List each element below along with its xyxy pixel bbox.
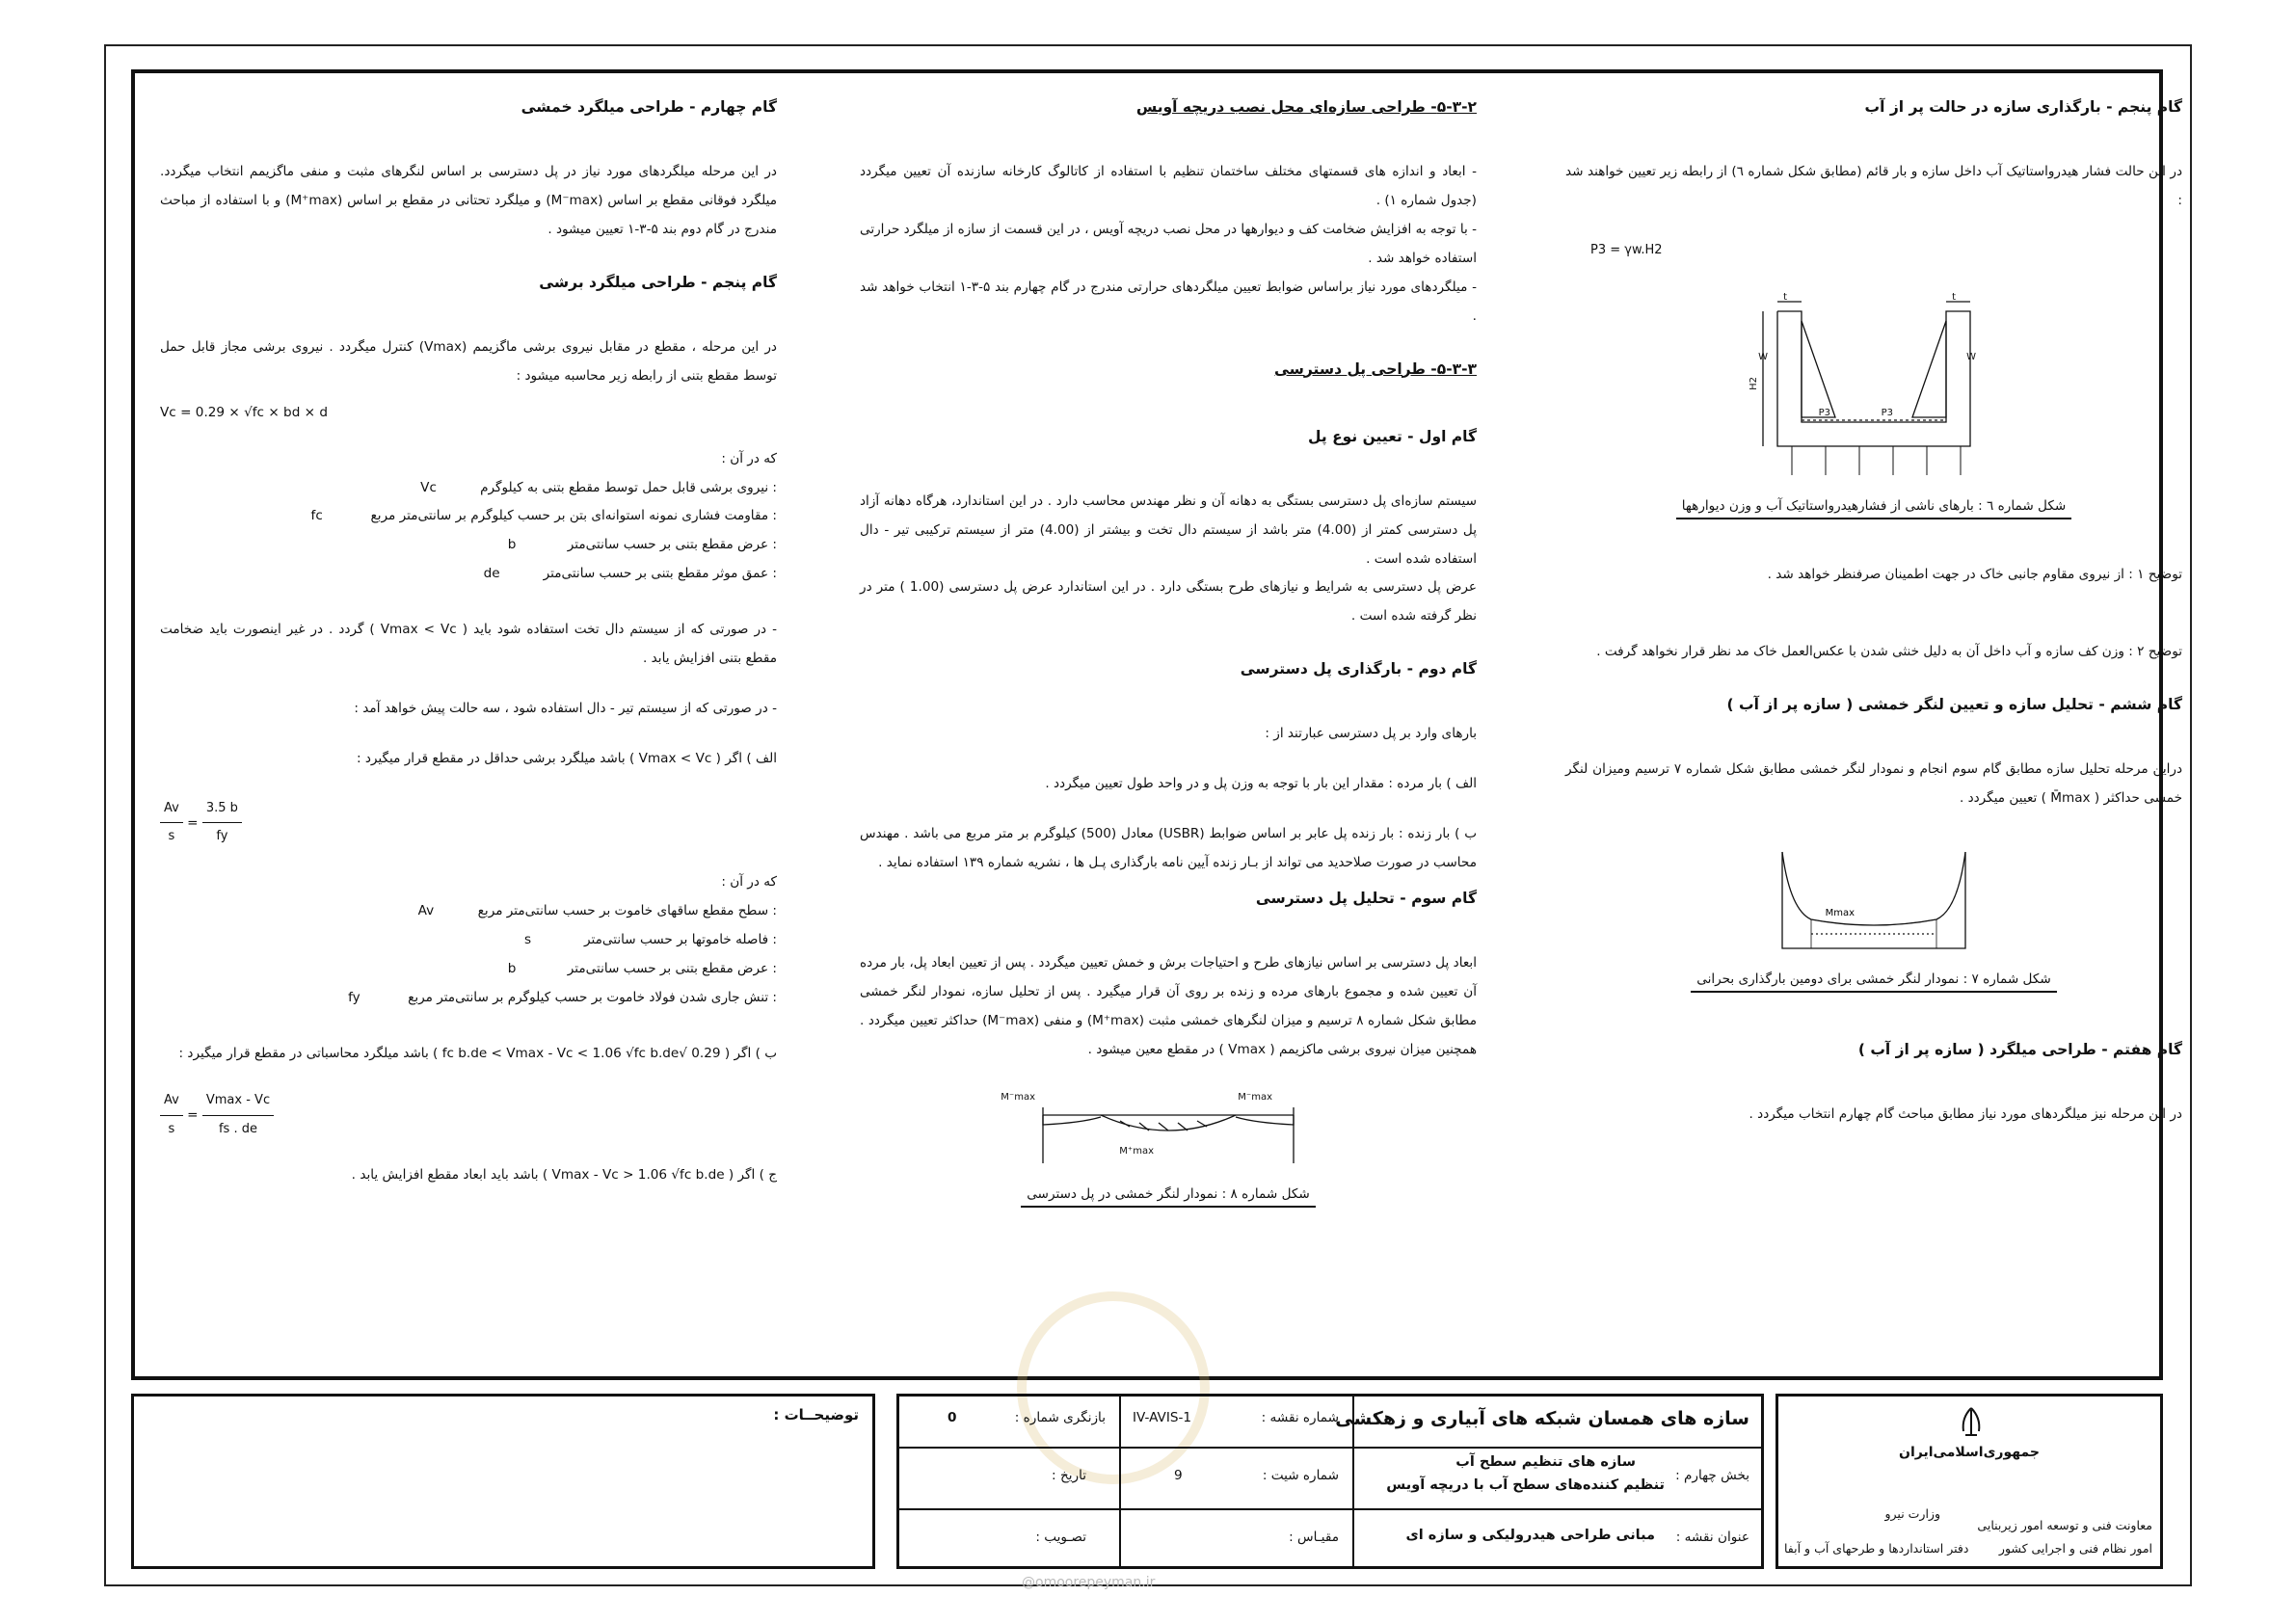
deputy-label: معاونت فنی و توسعه امور زیربنایی (1977, 1518, 2152, 1532)
definition-symbol: Av (417, 902, 435, 918)
mid-heading-533: ۵-۳-۳- طراحی پل دسترسی (1273, 359, 1477, 378)
part-line-2: تنظیم کننده‌های سطح آب با دریچه آویس (1386, 1477, 1665, 1493)
drawing-title-label: عنوان نقشه : (1675, 1530, 1749, 1545)
right-heading-step7: گام هفتم - طراحی میلگرد ( سازه پر از آب ) (1857, 1041, 2182, 1059)
revision-number: 0 (948, 1410, 957, 1425)
figure-7-drawing (1773, 842, 1975, 958)
left-heading-step5: گام پنجم - طراحی میلگرد برشی (539, 273, 777, 291)
office-label: دفتر استانداردها و طرحهای آب و آبفا (1784, 1541, 1969, 1556)
fig6-h2-label: H2 (1749, 376, 1759, 390)
left-column (160, 91, 777, 1190)
fig6-t-right: t (1952, 291, 1956, 303)
middle-column (860, 91, 1477, 1210)
right-heading-step5: گام پنجم - بارگذاری سازه در حالت پر از آب (1864, 98, 2182, 116)
notes-box (131, 1394, 875, 1569)
left-paragraph-3: - در صورتی که از سیستم دال تخت استفاده شود باید ( Vmax < Vc ) گردد . در غیر اینصورت باید ضخامت مقطع بتنی افزایش یابد . (160, 622, 777, 667)
p3-formula: P3 = γw.H2 (1590, 242, 1663, 257)
definition-text: : عمق موثر مقطع بتنی بر حسب سانتی‌متر (543, 566, 777, 582)
definition-text: : عرض مقطع بتنی بر حسب سانتی‌متر (567, 537, 777, 553)
republic-label: جمهوری‌اسلامی‌ایران (1899, 1445, 2040, 1460)
definition-symbol: de (483, 566, 500, 582)
vc-formula: Vc = 0.29 × √fc × bd × d (160, 404, 328, 420)
figure-7-caption: شکل شماره ۷ : نمودار لنگر خمشی برای دومین بارگذاری بحرانی (1565, 966, 2182, 995)
ministry-label: وزارت نیرو (1884, 1506, 1940, 1521)
left-paragraph-5: الف ) اگر ( Vmax < Vc ) باشد میلگرد برشی حداقل در مقطع قرار میگیرد : (356, 750, 777, 766)
definition-symbol: b (507, 960, 517, 976)
left-paragraph-1: در این مرحله میلگردهای مورد نیاز در پل دسترسی بر اساس لنگرهای مثبت و منفی ماگزیمم انتخاب میگردد. میلگرد فوقانی مقطع بر اساس (M⁻max) و میلگرد تحتانی در مقطع بر اساس (M⁺max) و با استفاده از مباحث مندرج در گام دوم بند ۵-۳-۱ تعیین میشود . (160, 164, 778, 237)
left-heading-step4: گام چهارم - طراحی میلگرد خمشی (521, 98, 777, 116)
definition-symbol: Vc (420, 479, 437, 495)
fig6-p3-right: P3 (1881, 407, 1893, 418)
fig6-t-left: t (1783, 291, 1787, 303)
definition-item (160, 474, 777, 503)
mid-paragraph-6: ابعاد پل دسترسی بر اساس نیازهای طرح و احتیاجات برش و خمش تعیین میگردد . پس از تعیین ابعاد پل، بار مرده آن تعیین شده و مجموع بارهای مرده و زنده بر روی آن قرار میگیرد . پس از تحلیل سازه، نمودار لنگر خمشی مطابق شکل شماره ۸ ترسیم و میزان لنگرهای خمشی مثبت (M⁺max) و منفی (M⁻max) حداکثر تعیین میگردد . همچنین میزان نیروی برشی ماکزیمم ( Vmax ) در مقطع معین میشود . (860, 955, 1477, 1057)
mid-bullet-1: - ابعاد و اندازه های قسمتهای مختلف ساختمان تنظیم با استفاده از کاتالوگ کارخانه سازنده آن تعیین میگردد (جدول شماره ۱) . (860, 164, 1477, 208)
watermark-text: @omoorepeyman.ir (1022, 1575, 1156, 1590)
definition-text: : تنش جاری شدن فولاد خاموت بر حسب کیلوگرم بر سانتی‌متر مربع (408, 989, 777, 1005)
mid-heading-step3: گام سوم - تحلیل پل دسترسی (1255, 889, 1477, 907)
organization-block (1775, 1394, 2163, 1569)
right-heading-step6: گام ششم - تحلیل سازه و تعیین لنگر خمشی ( سازه پر از آب ) (1726, 696, 2182, 714)
emblem-icon (1942, 1404, 2000, 1443)
sheet-number: 9 (1174, 1468, 1183, 1483)
right-paragraph-3: در این مرحله نیز میلگردهای مورد نیاز مطابق مباحث گام چهارم انتخاب میگردد . (1749, 1106, 2182, 1123)
note-2: توضیح ۲ : وزن کف سازه و آب داخل آن به دلیل خنثی شدن با عکس‌العمل خاک مد نظر قرار نخواهد گرفت . (1596, 644, 2182, 660)
fig8-neg-right: M⁻max (1238, 1091, 1272, 1103)
definition-item (160, 560, 777, 589)
definition-text: : عرض مقطع بتنی بر حسب سانتی‌متر (567, 960, 777, 976)
scale-label: مقیـاس : (1289, 1530, 1339, 1545)
right-column (1565, 91, 2182, 1151)
main-title: سازه های همسان شبکه های آبیاری و زهکشی (1335, 1408, 1749, 1429)
fig8-neg-left: M⁻max (1001, 1091, 1035, 1103)
definition-symbol: fy (348, 989, 360, 1005)
right-paragraph-2: دراین مرحله تحلیل سازه مطابق گام سوم انجام و نمودار لنگر خمشی مطابق شکل شماره ۷ ترسیم ومیزان لنگر خمشی حداکثر ( M̄max ) تعیین میگردد . (1565, 761, 2183, 807)
note-1: توضیح ۱ : از نیروی مقاوم جانبی خاک در جهت اطمینان صرفنظر خواهد شد . (1767, 567, 2182, 583)
drawing-no: IV-AVIS-1 (1133, 1410, 1192, 1425)
mid-paragraph-3: بارهای وارد بر پل دسترسی عبارتند از : (1265, 726, 1477, 742)
fig6-w-right: W (1966, 351, 1976, 362)
mid-heading-step2: گام دوم - بارگذاری پل دسترسی (1240, 660, 1477, 678)
figure-8-caption: شکل شماره ۸ : نمودار لنگر خمشی در پل دسترسی (860, 1181, 1477, 1210)
part-line-1: سازه های تنظیم سطح آب (1455, 1454, 1636, 1470)
definitions-list-2 (160, 897, 777, 1013)
av-calc-formula: $\frac{Av}{s}$ = $\frac{Vmax - Vc}{fs . de}$ (160, 1087, 777, 1143)
affairs-label: امور نظام فنی و اجرایی کشور (1998, 1541, 2152, 1556)
definitions-list-1 (160, 474, 777, 590)
mid-paragraph-5: ب ) بار زنده : بار زنده پل عابر بر اساس ضوابط (USBR) معادل (500) کیلوگرم بر متر مربع می باشد . مهندس محاسب در صورت صلاحدید می تواند از بـار زنده آیین نامه بارگذاری پـل ها ، نشریه شماره ۱۳۹ استفاده نماید . (860, 826, 1477, 871)
fig6-w-left: W (1758, 351, 1768, 362)
mid-paragraph-4: الف ) بار مرده : مقدار این بار با توجه به وزن پل و در واحد طول تعیین میگردد . (1045, 776, 1477, 792)
left-paragraph-2: در این مرحله ، مقطع در مقابل نیروی برشی ماگزیمم (Vmax) کنترل میگردد . نیروی برشی مجاز قابل حمل توسط مقطع بتنی از رابطه زیر محاسبه میشود : (160, 338, 777, 384)
mid-paragraph-1: سیستم سازه‌ای پل دسترسی بستگی به دهانه آن و نظر مهندس محاسب دارد . در این استاندارد، هرگاه دهانه آزاد پل دسترسی کمتر از (4.00) متر باشد از سیستم دال تخت و بیشتر از (4.00) متر از سیستم ترکیبی تیر - دال استفاده شده است . (860, 492, 1477, 567)
approval-label: تصـویب : (1035, 1530, 1086, 1545)
left-paragraph-7: ج ) اگر ( Vmax - Vc > 1.06 √fc b.de ) باشد باید ابعاد مقطع افزایش یابد . (351, 1166, 777, 1183)
left-paragraph-6: ب ) اگر ( 0.29 √fc b.de < Vmax - Vc < 1.06 √fc b.de ) باشد میلگرد محاسباتی در مقطع قرار میگیرد : (178, 1045, 777, 1061)
definition-item (160, 984, 777, 1013)
revision-label: بازنگری شماره : (1014, 1410, 1106, 1425)
where-label-2: که در آن : (721, 873, 777, 890)
definition-symbol: fc (310, 508, 323, 524)
definition-symbol: b (507, 537, 517, 553)
where-label-1: که در آن : (721, 450, 777, 466)
left-paragraph-4: - در صورتی که از سیستم تیر - دال استفاده شود ، سه حالت پیش خواهد آمد : (354, 700, 777, 716)
figure-8 (860, 1086, 1477, 1173)
mid-heading-step1: گام اول - تعیین نوع پل (1308, 427, 1477, 445)
av-min-formula: $\frac{Av}{s}$ = $\frac{3.5 b}{fy}$ (160, 795, 777, 851)
fig8-pos-label: M⁺max (1119, 1145, 1154, 1157)
definition-item (160, 531, 777, 560)
definition-item (160, 502, 777, 531)
definition-text: : سطح مقطع ساقهای خاموت بر حسب سانتی‌متر مربع (477, 902, 777, 918)
part-label: بخش چهارم : (1675, 1468, 1749, 1483)
figure-8-drawing (1001, 1086, 1313, 1173)
fig6-p3-left: P3 (1818, 407, 1830, 418)
figure-6 (1565, 292, 2182, 485)
right-paragraph-1: در این حالت فشار هیدرواستاتیک آب داخل سازه و بار قائم (مطابق شکل شماره ٦) از رابطه زیر تعیین خواهند شد : (1565, 164, 2183, 208)
notes-label: توضیحــات : (773, 1406, 859, 1423)
date-label: تاریخ : (1052, 1468, 1086, 1483)
figure-7 (1565, 842, 2182, 958)
definition-item (160, 955, 777, 984)
fig7-mmax-label: Mmax (1825, 908, 1855, 919)
definition-text: : فاصله خاموتها بر حسب سانتی‌متر (584, 931, 777, 947)
mid-bullet-2: - با توجه به افزایش ضخامت کف و دیوارهها در محل نصب دریچه آویس ، در این قسمت از سازه از میلگرد حرارتی استفاده خواهد شد . (860, 221, 1477, 266)
definition-item (160, 897, 777, 926)
title-block-main (896, 1394, 1764, 1569)
figure-6-caption: شکل شماره ٦ : بارهای ناشی از فشارهیدرواستاتیک آب و وزن دیوارهها (1565, 492, 2182, 521)
definition-item (160, 926, 777, 955)
drawing-title: مبانی طراحی هیدرولیکی و سازه ای (1405, 1528, 1655, 1543)
mid-heading-532: ۵-۳-۲- طراحی سازه‌ای محل نصب دریچه آویس (1135, 98, 1477, 116)
figure-6-drawing (1749, 292, 1999, 485)
definition-text: : نیروی برشی قابل حمل توسط مقطع بتنی به کیلوگرم (480, 479, 777, 495)
definition-symbol: s (524, 931, 532, 947)
sheet-label: شماره شیت : (1262, 1468, 1339, 1483)
mid-paragraph-2: عرض پل دسترسی به شرایط و نیازهای طرح بستگی دارد . در این استاندارد عرض پل دسترسی (1.00 ) متر در نظر گرفته شده است . (860, 579, 1477, 625)
definition-text: : مقاومت فشاری نمونه استوانه‌ای بتن بر حسب کیلوگرم بر سانتی‌متر مربع (370, 508, 777, 524)
mid-bullet-3: - میلگردهای مورد نیاز براساس ضوابط تعیین میلگردهای حرارتی مندرج در گام چهارم بند ۵-۳-۱ انتخاب خواهد شد . (860, 279, 1477, 324)
drawing-no-label: شماره نقشه : (1261, 1410, 1339, 1425)
